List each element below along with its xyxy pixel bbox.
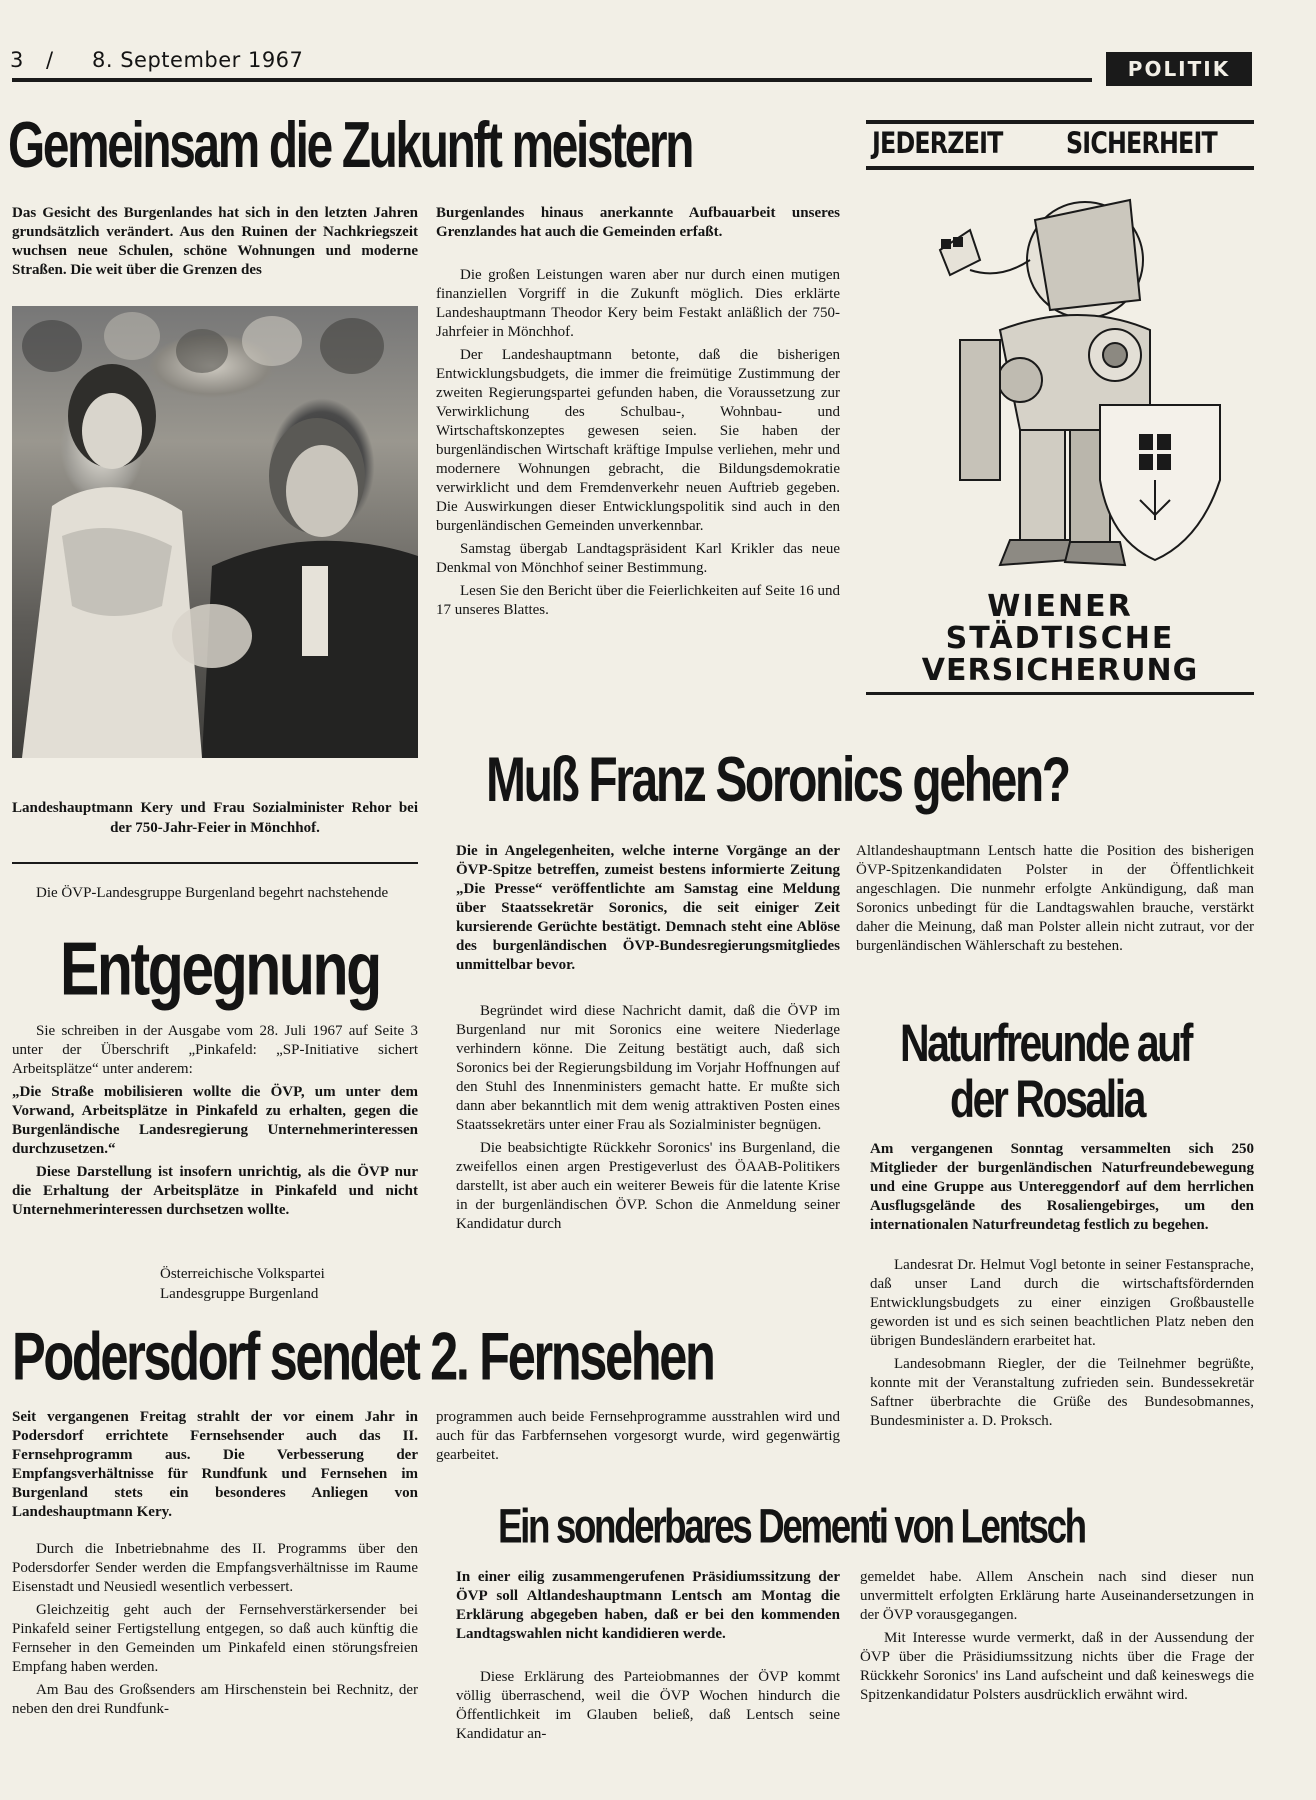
article1-lead-col1: Das Gesicht des Burgenlandes hat sich in den letzten Jahren grundsätzlich verändert. Aus den Ruinen der Nachkriegszeit wuchsen neue Schulen, schöne Wohnungen und moderne Straßen. Die weit über die Grenzen des — [12, 205, 418, 278]
article1-lead-col2: Burgenlandes hinaus anerkannte Aufbauarbeit unseres Grenzlandes hat auch die Gemeinden erfaßt. — [436, 205, 840, 240]
knight-shield-illustration — [900, 180, 1240, 590]
article2-body — [12, 1022, 418, 1224]
article6-lead: In einer eilig zusammengerufenen Präsidiumssitzung der ÖVP soll Altlandeshauptmann Lentsch am Montag die Erklärung abgegeben haben, daß er bei den kommenden Landtagswahlen nicht kandidieren werde. — [456, 1569, 840, 1642]
article1-body — [436, 266, 840, 624]
headline-lentsch: Ein sonderbares Dementi von Lentsch — [498, 1498, 1085, 1553]
article2-paragraph-2: Diese Darstellung ist insofern unrichtig, als die ÖVP nur die Erhaltung der Arbeitsplätze in Pinkafeld und nicht Unternehmerinteressen durchsetzen wollte. — [12, 1164, 418, 1218]
article4-body — [870, 1256, 1254, 1435]
article1-paragraph-3: Samstag übergab Landtagspräsident Karl Krikler das neue Denkmal von Mönchhof seiner Bestimmung. — [436, 541, 840, 576]
ad-slogan-left: JEDERZEIT — [872, 126, 1003, 160]
headline-naturfreunde-2: der Rosalia — [950, 1070, 1144, 1129]
article2-intro: Die ÖVP-Landesgruppe Burgenland begehrt nachstehende — [36, 885, 389, 901]
article5-col2: programmen auch beide Fernsehprogramme ausstrahlen wird und auch für das Farbfernsehen vorgesorgt wurde, wird gegenwärtig gearbeitet. — [436, 1409, 840, 1463]
event-photo — [12, 306, 418, 758]
article3-paragraph-2: Die beabsichtigte Rückkehr Soronics' ins Burgenland, die zweifellos einen argen Prestigeverlust des ÖAAB-Politikers darstellt, ist aber auch ein weiterer Beweis für die latente Krise in der burgenländischen ÖVP. Schon die Anmeldung seiner Kandidatur durch — [456, 1140, 840, 1232]
ad-line-versicherung: VERSICHERUNG — [921, 653, 1199, 688]
article5-paragraph-1: Durch die Inbetriebnahme des II. Programms über den Podersdorfer Sender werden die Empfangsverhältnisse im Raume Eisenstadt und Neusiedl wesentlich verbessert. — [12, 1541, 418, 1595]
article5-lead: Seit vergangenen Freitag strahlt der vor einem Jahr in Podersdorf errichtete Fernsehsender auch das II. Fernsehprogramm aus. Die Verbesserung der Empfangsverhältnisse für Rundfunk und Fernsehen im Burgenland stets ein besonderes Anliegen von Landeshauptmann Kery. — [12, 1409, 418, 1520]
ad-top-rule — [866, 120, 1254, 124]
headline-gemeinsam: Gemeinsam die Zukunft meistern — [8, 109, 693, 182]
photo-crowd-illustration — [12, 306, 418, 758]
article5-body — [12, 1540, 418, 1723]
article6-paragraph-2: gemeldet habe. Allem Anschein nach sind dieser nun unvermittelt erfolgten Erklärung harte Auseinandersetzungen in der ÖVP vorausgegangen. — [860, 1569, 1254, 1623]
article3-body — [456, 1002, 840, 1238]
ad-line-staedtische: STÄDTISCHE — [945, 621, 1175, 656]
headline-soronics: Muß Franz Soronics gehen? — [486, 744, 1069, 815]
article2-signature-2: Landesgruppe Burgenland — [160, 1286, 319, 1302]
article1-paragraph-4: Lesen Sie den Bericht über die Feierlichkeiten auf Seite 16 und 17 unseres Blattes. — [436, 583, 840, 618]
article1-paragraph-1: Die großen Leistungen waren aber nur durch einen mutigen finanziellen Vorgriff in die Zukunft möglich. Dies erklärte Landeshauptmann Theodor Kery beim Festakt anläßlich der 750-Jahrfeier in Mönchhof. — [436, 267, 840, 340]
article3-col2: Altlandeshauptmann Lentsch hatte die Position des bisherigen ÖVP-Spitzenkandidaten Polster in der Öffentlichkeit angeschlagen. Die nunmehr erfolgte Ankündigung, daß man Soronics unbedingt für die Landtagswahlen brauche, verstärkt daher die Meinung, daß man Polster allein nicht zutraut, vor der burgenländischen Wählerschaft zu bestehen. — [856, 843, 1254, 954]
caption-rule — [12, 862, 418, 864]
article6-paragraph-3: Mit Interesse wurde vermerkt, daß in der Aussendung der ÖVP über die Präsidiumssitzung nichts über die Frage der Rückkehr Soronics' ins Land aufscheint und daß keineswegs die Spitzenkandidatur Polsters ausdrücklich erwähnt wird. — [860, 1630, 1254, 1703]
article4-paragraph-1: Landesrat Dr. Helmut Vogl betonte in seiner Festansprache, daß unser Land durch die wirtschaftsfördernden Entwicklungsbudgets zu einer einzigen Großbaustelle geworden ist und es sich seinen beachtlichen Platz neben den übrigen Bundesländern erarbeitet hat. — [870, 1257, 1254, 1349]
header-rule — [12, 78, 1092, 82]
article6-paragraph-1: Diese Erklärung des Parteiobmannes der ÖVP kommt völlig überraschend, weil die ÖVP Wochen hindurch die Öffentlichkeit im Glauben beließ, daß Lentsch seine Kandidatur an- — [456, 1669, 840, 1742]
article3-lead: Die in Angelegenheiten, welche interne Vorgänge an der ÖVP-Spitze betreffen, zumeist bestens informierte Zeitung „Die Presse“ veröffentlichte am Samstag eine Meldung über Staatssekretär Soronics, die seit einiger Zeit kursierende Gerüchte bestätigt. Demnach steht eine Ablöse des burgenländischen ÖVP-Bundesregierungsmitgliedes unmittelbar bevor. — [456, 843, 840, 973]
article6-col2 — [860, 1568, 1254, 1709]
photo-caption: Landeshauptmann Kery und Frau Sozialminister Rehor bei der 750-Jahr-Feier in Mönchhof. — [12, 800, 418, 836]
article4-paragraph-2: Landesobmann Riegler, der die Teilnehmer begrüßte, konnte mit der Veranstaltung zufrieden sein. Bundessekretär Saftner überbrachte die Grüße des Bundesobmannes, Bundesminister a. D. Proksch. — [870, 1356, 1254, 1429]
article2-paragraph-1: Sie schreiben in der Ausgabe vom 28. Juli 1967 auf Seite 3 unter der Überschrift „Pinkafeld: „SP-Initiative sichert Arbeitsplätze“ unter anderem: — [12, 1023, 418, 1077]
issue-date: 8. September 1967 — [92, 48, 304, 72]
article1-paragraph-2: Der Landeshauptmann betonte, daß die bisherigen Entwicklungsbudgets, die immer die freimütige Zustimmung der zweiten Regierungspartei gefunden haben, die Voraussetzung zur Verwirklichung des Schulbau-, Wohnbau- und Wirtschaftskonzeptes gewesen seien. Sie haben der burgenländischen Wirtschaft kräftige Impulse verliehen, mehr und modernere Wohnungen gebracht, die Bildungsdemokratie verwirklicht und dem Fremdenverkehr neuen Auftrieb gegeben. Die Auswirkungen dieser Entwicklungspolitik sind auch in den burgenländischen Gemeinden unverkennbar. — [436, 347, 840, 534]
headline-entgegnung: Entgegnung — [60, 927, 380, 1012]
ad-slogan-rule — [866, 166, 1254, 170]
article4-lead: Am vergangenen Sonntag versammelten sich 250 Mitglieder der burgenländischen Naturfreundebewegung und eine Gruppe aus Untereggendorf auf dem herrlichen Ausflugsgelände des Rosaliengebirges, um den internationalen Naturfreundetag festlich zu begehen. — [870, 1141, 1254, 1233]
article6-body — [456, 1668, 840, 1748]
headline-podersdorf: Podersdorf sendet 2. Fernsehen — [12, 1318, 714, 1395]
ad-slogan-right: SICHERHEIT — [1066, 126, 1217, 160]
page-number: 3 — [10, 48, 24, 72]
ad-bottom-rule — [866, 692, 1254, 695]
article2-signature-1: Österreichische Volkspartei — [160, 1266, 325, 1282]
header-separator: / — [46, 48, 54, 72]
section-label: POLITIK — [1106, 52, 1252, 86]
article5-paragraph-3: Am Bau des Großsenders am Hirschenstein bei Rechnitz, der neben den drei Rundfunk- — [12, 1682, 418, 1717]
headline-naturfreunde-1: Naturfreunde auf — [900, 1014, 1191, 1073]
ad-line-wiener: WIENER — [987, 589, 1133, 624]
article5-paragraph-2: Gleichzeitig geht auch der Fernsehverstärkersender bei Pinkafeld seiner Fertigstellung entgegen, so daß auch künftig die Fernseher in den Gemeinden um Pinkafeld einen störungsfreien Empfang haben werden. — [12, 1602, 418, 1675]
article3-paragraph-1: Begründet wird diese Nachricht damit, daß die ÖVP im Burgenland nur mit Soronics eine weitere Niederlage verhindern könne. Die Zeitung bestätigt auch, daß sich Soronics bei der Regierungsbildung im Vorjahr Hoffnungen auf den Stuhl des Innenministers gemacht hatte. Er mußte sich dann aber bekanntlich mit dem wenig attraktiven Posten eines Staatssekretärs unter einer Frau als Sozialminister begnügen. — [456, 1003, 840, 1133]
article2-quote: „Die Straße mobilisieren wollte die ÖVP, um unter dem Vorwand, Arbeitsplätze in Pinkafeld zu erhalten, gegen die Burgenländische Landesregierung Unternehmerinteressen durchzusetzen.“ — [12, 1084, 418, 1157]
